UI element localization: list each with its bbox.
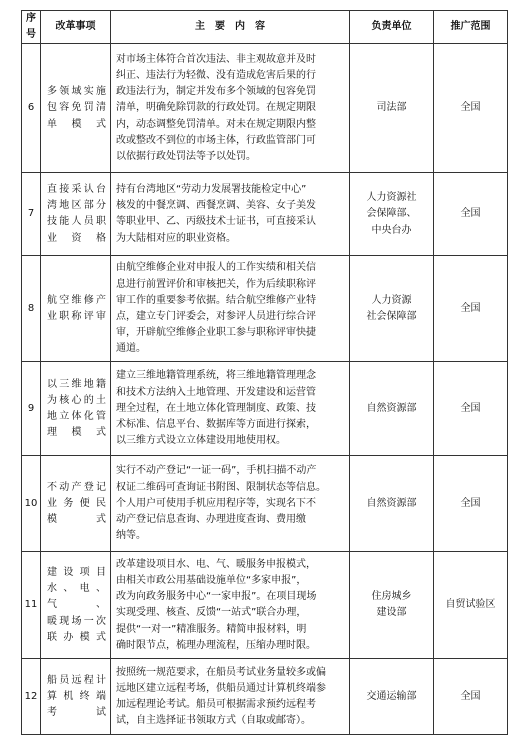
row-num: 8	[22, 256, 41, 362]
row-content: 改革建设项目水、电、气、暖服务申报模式， 由相关市政公用基础设施单位“多家申报”， 改为向政务服务中心“一家申报”。在项目现场 实现受理、核查、反馈“一站式”联合办理， 提供“一对一”精准服务。精简申报材料，明 确时限节点，梳理办理流程，压缩办理时限。	[111, 552, 350, 659]
table-row	[22, 256, 508, 362]
header-unit: 负责单位	[350, 11, 434, 44]
row-scope: 自贸试验区	[434, 552, 508, 659]
row-content: 由航空维修企业对申报人的工作实绩和相关信 息进行前置评价和审核把关，作为后续职称评 审工作的重要参考依据。结合航空维修产业特 点，建立专门评委会，对参评人员进行综合评 审，开辟航空维修企业职工参与职称评审快捷 通道。	[111, 256, 350, 362]
row-content: 对市场主体符合首次违法、非主观故意并及时 纠正、违法行为轻微、没有造成危害后果的行 政违法行为，制定并发布多个领域的包容免罚 清单，明确免除罚款的行政处罚。在规定期限 内，动态调整免罚清单。对未在规定期限内整 改或整改不到位的市场主体，行政监管部门可 以依据行政处罚法等予以处罚。	[111, 44, 350, 173]
row-item: 不动产登记 业务便民 模式	[41, 456, 111, 552]
row-num: 12	[22, 659, 41, 735]
table-row	[22, 456, 508, 552]
row-unit: 交通运输部	[350, 659, 434, 735]
row-scope: 全国	[434, 256, 508, 362]
table-row	[22, 173, 508, 256]
row-scope: 全国	[434, 362, 508, 456]
row-scope: 全国	[434, 659, 508, 735]
row-unit: 人力资源 社会保障部	[350, 256, 434, 362]
row-unit: 司法部	[350, 44, 434, 173]
row-num: 11	[22, 552, 41, 659]
reform-table	[21, 10, 508, 735]
row-content: 持有台湾地区“劳动力发展署技能检定中心” 核发的中餐烹调、西餐烹调、美容、女子美发 等职业甲、乙、丙级技术士证书，可直接采认 为大陆相对应的职业资格。	[111, 173, 350, 256]
row-item: 建设项目 水、电、气、 暖现场一次 联办模式	[41, 552, 111, 659]
row-unit: 自然资源部	[350, 456, 434, 552]
table-row	[22, 362, 508, 456]
row-scope: 全国	[434, 44, 508, 173]
header-item: 改革事项	[41, 11, 111, 44]
table-row	[22, 552, 508, 659]
row-unit: 住房城乡 建设部	[350, 552, 434, 659]
row-item: 船员远程计 算机终端 考试	[41, 659, 111, 735]
row-num: 7	[22, 173, 41, 256]
row-scope: 全国	[434, 173, 508, 256]
row-content: 按照统一规范要求，在船员考试业务量较多或偏 远地区建立远程考场，供船员通过计算机终端参 加远程理论考试。船员可根据需求预约远程考 试，自主选择证书领取方式（自取或邮寄）。	[111, 659, 350, 735]
row-item: 航空维修产 业职称评审	[41, 256, 111, 362]
row-item: 直接采认台 湾地区部分 技能人员职 业资格	[41, 173, 111, 256]
row-num: 6	[22, 44, 41, 173]
row-item: 多领域实施 包容免罚清 单模式	[41, 44, 111, 173]
table-row	[22, 44, 508, 173]
row-unit: 人力资源社 会保障部、 中央台办	[350, 173, 434, 256]
row-num: 9	[22, 362, 41, 456]
row-num: 10	[22, 456, 41, 552]
header-row	[22, 11, 508, 44]
row-content: 建立三维地籍管理系统，将三维地籍管理理念 和技术方法纳入土地管理、开发建设和运营管 理全过程，在土地立体化管理制度、政策、技 术标准、信息平台、数据库等方面进行探索， 以三维方式设立立体建设用地使用权。	[111, 362, 350, 456]
row-content: 实行不动产登记“一证一码”，手机扫描不动产 权证二维码可查询证书附图、限制状态等信息。 个人用户可使用手机应用程序等，实现名下不 动产登记信息查询、办理进度查询、费用缴 纳等。	[111, 456, 350, 552]
header-scope: 推广范围	[434, 11, 508, 44]
header-num: 序号	[22, 11, 41, 44]
row-scope: 全国	[434, 456, 508, 552]
row-item: 以三维地籍 为核心的土 地立体化管 理模式	[41, 362, 111, 456]
table-row	[22, 659, 508, 735]
row-unit: 自然资源部	[350, 362, 434, 456]
header-content: 主 要 内 容	[111, 11, 350, 44]
